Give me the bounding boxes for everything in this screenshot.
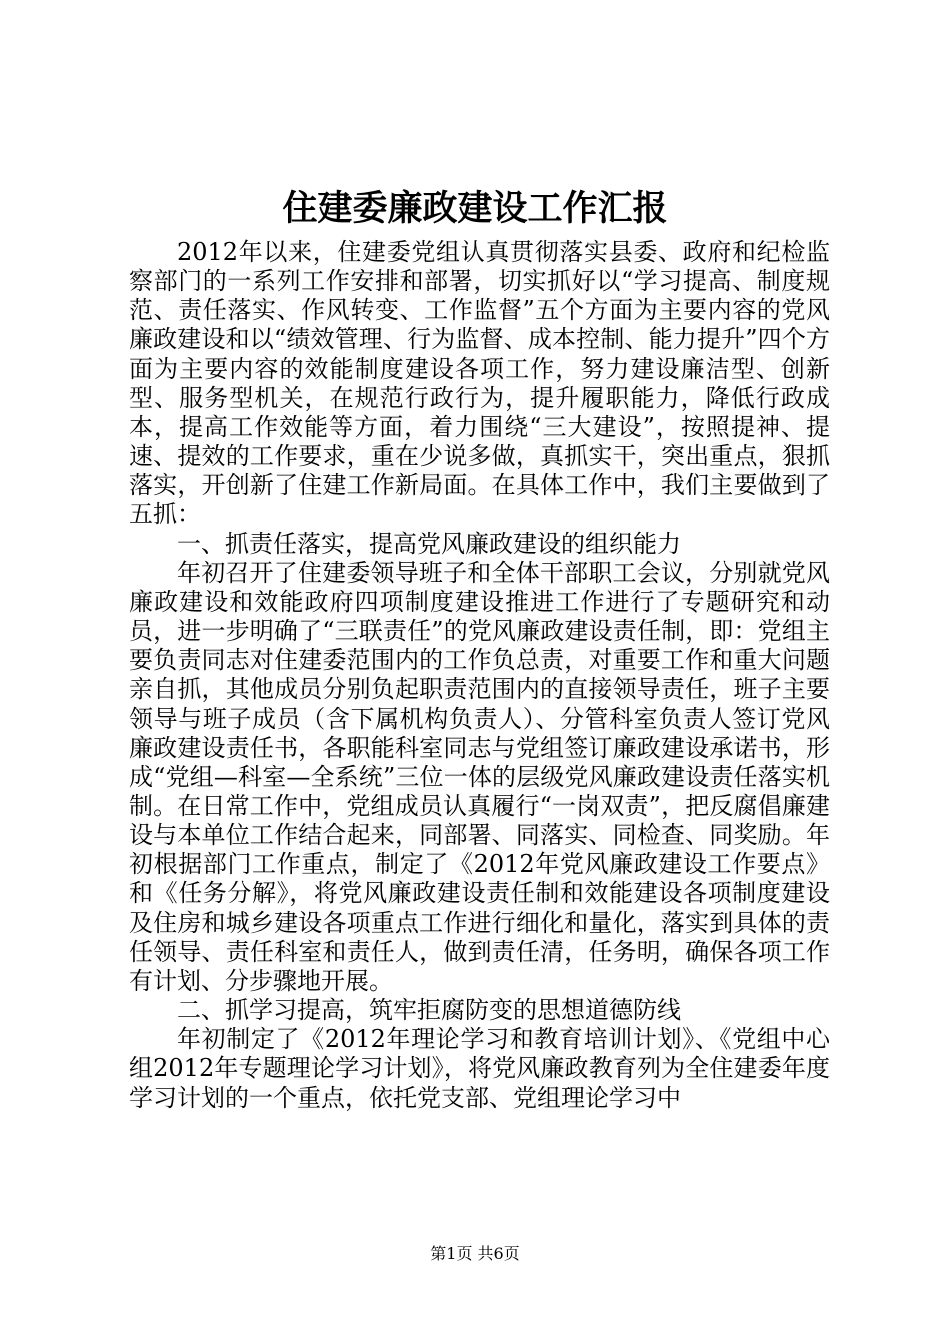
section-heading-1: 一、抓责任落实，提高党风廉政建设的组织能力 xyxy=(177,529,681,558)
section-2-paragraph: 年初制定了《2012年理论学习和教育培训计划》、《党组中心组2012年专题理论学习计划》，将党风廉政教育列为全住建委年度学习计划的一个重点，依托党支部、党组理论学习中 xyxy=(129,1025,830,1112)
section-1-paragraph: 年初召开了住建委领导班子和全体干部职工会议，分别就党风廉政建设和效能政府四项制度建设推进工作进行了专题研究和动员，进一步明确了“三联责任”的党风廉政建设责任制，即：党组主要负责同志对住建委范围内的工作负总责，对重要工作和重大问题亲自抓，其他成员分别负起职责范围内的直接领导责任，班子主要领导与班子成员（含下属机构负责人）、分管科室负责人签订党风廉政建设责任书，各职能科室同志与党组签订廉政建设承诺书，形成“党组—科室—全系统”三位一体的层级党风廉政建设责任落实机制。在日常工作中，党组成员认真履行“一岗双责”，把反腐倡廉建设与本单位工作结合起来，同部署、同落实、同检查、同奖励。年初根据部门工作重点，制定了《2012年党风廉政建设工作要点》和《任务分解》，将党风廉政建设责任制和效能建设各项制度建设及住房和城乡建设各项重点工作进行细化和量化，落实到具体的责任领导、责任科室和责任人，做到责任清，任务明，确保各项工作有计划、分步骤地开展。 xyxy=(129,558,830,995)
intro-paragraph: 2012年以来，住建委党组认真贯彻落实县委、政府和纪检监察部门的一系列工作安排和部署，切实抓好以“学习提高、制度规范、责任落实、作风转变、工作监督”五个方面为主要内容的党风廉政建设和以“绩效管理、行为监督、成本控制、能力提升”四个方面为主要内容的效能制度建设各项工作，努力建设廉洁型、创新型、服务型机关，在规范行政行为，提升履职能力，降低行政成本，提高工作效能等方面，着力围绕“三大建设”，按照提神、提速、提效的工作要求，重在少说多做，真抓实干，突出重点，狠抓落实，开创新了住建工作新局面。在具体工作中，我们主要做到了五抓： xyxy=(129,238,830,529)
section-heading-2: 二、抓学习提高，筑牢拒腐防变的思想道德防线 xyxy=(177,996,681,1025)
page-title: 住建委廉政建设工作汇报 xyxy=(282,188,668,229)
document-body xyxy=(129,238,830,1113)
page-footer: 第1页 共6页 xyxy=(430,1244,520,1263)
